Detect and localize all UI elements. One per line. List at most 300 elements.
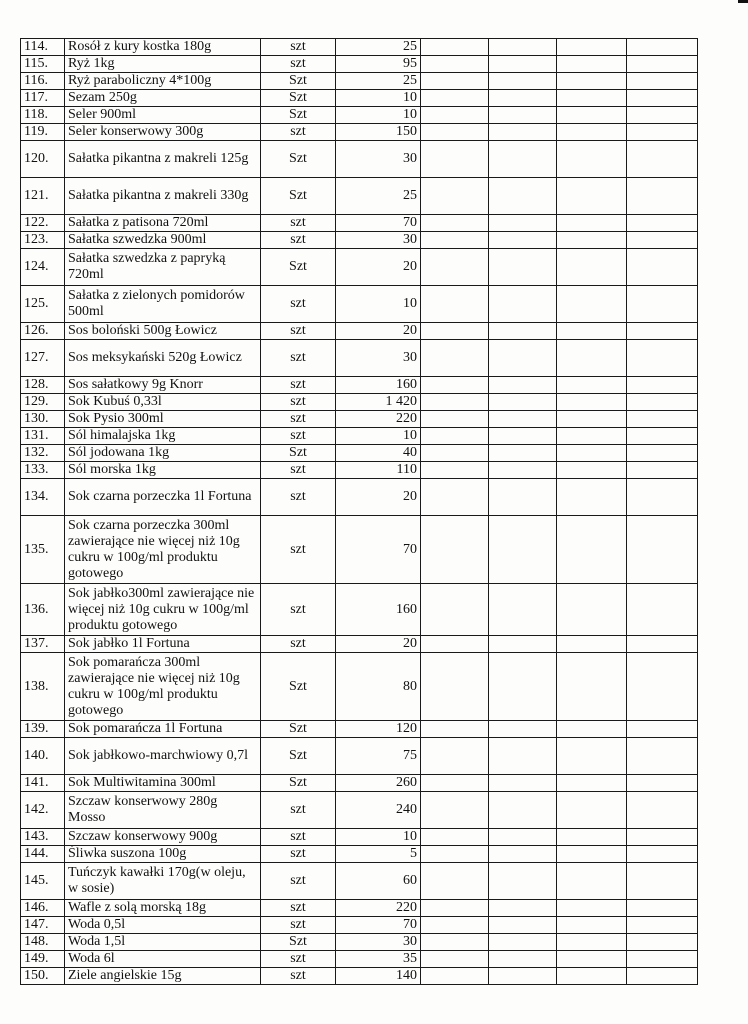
item-unit: szt xyxy=(261,516,336,584)
item-name: Sok jabłko 1l Fortuna xyxy=(65,636,261,653)
empty-cell xyxy=(489,829,557,846)
item-name: Sałatka szwedzka z papryką 720ml xyxy=(65,249,261,286)
item-name: Sałatka pikantna z makreli 330g xyxy=(65,178,261,215)
item-number: 134. xyxy=(21,479,65,516)
item-number: 132. xyxy=(21,445,65,462)
empty-cell xyxy=(557,107,627,124)
item-unit: szt xyxy=(261,636,336,653)
item-name: Sok Pysio 300ml xyxy=(65,411,261,428)
empty-cell xyxy=(421,863,489,900)
empty-cell xyxy=(627,178,698,215)
item-number: 117. xyxy=(21,90,65,107)
empty-cell xyxy=(421,846,489,863)
empty-cell xyxy=(557,124,627,141)
empty-cell xyxy=(627,445,698,462)
empty-cell xyxy=(557,445,627,462)
empty-cell xyxy=(421,636,489,653)
item-quantity: 20 xyxy=(336,479,421,516)
table-row xyxy=(21,462,698,479)
item-number: 142. xyxy=(21,792,65,829)
empty-cell xyxy=(489,215,557,232)
empty-cell xyxy=(557,968,627,985)
empty-cell xyxy=(627,863,698,900)
empty-cell xyxy=(489,968,557,985)
empty-cell xyxy=(489,900,557,917)
empty-cell xyxy=(557,323,627,340)
empty-cell xyxy=(489,516,557,584)
empty-cell xyxy=(557,340,627,377)
item-name: Sól morska 1kg xyxy=(65,462,261,479)
empty-cell xyxy=(489,411,557,428)
item-quantity: 10 xyxy=(336,286,421,323)
item-number: 141. xyxy=(21,775,65,792)
empty-cell xyxy=(627,653,698,721)
empty-cell xyxy=(627,73,698,90)
item-quantity: 25 xyxy=(336,39,421,56)
item-number: 137. xyxy=(21,636,65,653)
item-name: Ziele angielskie 15g xyxy=(65,968,261,985)
table-row xyxy=(21,90,698,107)
table-row xyxy=(21,323,698,340)
item-name: Sok czarna porzeczka 1l Fortuna xyxy=(65,479,261,516)
empty-cell xyxy=(489,917,557,934)
table-row xyxy=(21,900,698,917)
table-row xyxy=(21,653,698,721)
item-quantity: 10 xyxy=(336,428,421,445)
empty-cell xyxy=(627,738,698,775)
item-quantity: 60 xyxy=(336,863,421,900)
empty-cell xyxy=(421,917,489,934)
table-row xyxy=(21,968,698,985)
item-unit: Szt xyxy=(261,934,336,951)
empty-cell xyxy=(557,286,627,323)
empty-cell xyxy=(557,829,627,846)
item-name: Woda 1,5l xyxy=(65,934,261,951)
empty-cell xyxy=(627,636,698,653)
item-number: 144. xyxy=(21,846,65,863)
item-quantity: 120 xyxy=(336,721,421,738)
empty-cell xyxy=(627,968,698,985)
item-unit: szt xyxy=(261,215,336,232)
empty-cell xyxy=(489,738,557,775)
empty-cell xyxy=(421,516,489,584)
empty-cell xyxy=(489,428,557,445)
item-unit: szt xyxy=(261,394,336,411)
empty-cell xyxy=(557,39,627,56)
empty-cell xyxy=(421,479,489,516)
item-unit: Szt xyxy=(261,249,336,286)
table-row xyxy=(21,917,698,934)
item-name: Śliwka suszona 100g xyxy=(65,846,261,863)
table-row xyxy=(21,73,698,90)
empty-cell xyxy=(557,141,627,178)
inventory-table-body xyxy=(21,39,698,985)
empty-cell xyxy=(557,792,627,829)
empty-cell xyxy=(627,792,698,829)
item-name: Sok jabłkowo-marchwiowy 0,7l xyxy=(65,738,261,775)
empty-cell xyxy=(421,394,489,411)
table-row xyxy=(21,377,698,394)
item-quantity: 80 xyxy=(336,653,421,721)
empty-cell xyxy=(489,90,557,107)
empty-cell xyxy=(421,792,489,829)
empty-cell xyxy=(421,900,489,917)
inventory-table xyxy=(20,38,698,985)
empty-cell xyxy=(421,968,489,985)
empty-cell xyxy=(627,90,698,107)
item-name: Sok Kubuś 0,33l xyxy=(65,394,261,411)
empty-cell xyxy=(489,39,557,56)
item-number: 140. xyxy=(21,738,65,775)
empty-cell xyxy=(421,340,489,377)
item-quantity: 30 xyxy=(336,340,421,377)
item-name: Sałatka z patisona 720ml xyxy=(65,215,261,232)
item-quantity: 25 xyxy=(336,178,421,215)
item-quantity: 75 xyxy=(336,738,421,775)
table-row xyxy=(21,286,698,323)
item-name: Szczaw konserwowy 900g xyxy=(65,829,261,846)
empty-cell xyxy=(557,653,627,721)
empty-cell xyxy=(557,178,627,215)
item-number: 123. xyxy=(21,232,65,249)
item-number: 129. xyxy=(21,394,65,411)
empty-cell xyxy=(421,124,489,141)
empty-cell xyxy=(489,107,557,124)
item-unit: szt xyxy=(261,584,336,636)
table-row xyxy=(21,775,698,792)
item-unit: szt xyxy=(261,829,336,846)
item-quantity: 5 xyxy=(336,846,421,863)
item-quantity: 220 xyxy=(336,900,421,917)
empty-cell xyxy=(489,636,557,653)
empty-cell xyxy=(627,232,698,249)
item-quantity: 70 xyxy=(336,516,421,584)
item-name: Sól jodowana 1kg xyxy=(65,445,261,462)
empty-cell xyxy=(627,411,698,428)
empty-cell xyxy=(489,124,557,141)
empty-cell xyxy=(421,721,489,738)
item-quantity: 30 xyxy=(336,232,421,249)
empty-cell xyxy=(489,653,557,721)
item-number: 126. xyxy=(21,323,65,340)
empty-cell xyxy=(627,141,698,178)
item-number: 122. xyxy=(21,215,65,232)
item-quantity: 260 xyxy=(336,775,421,792)
empty-cell xyxy=(557,232,627,249)
item-number: 120. xyxy=(21,141,65,178)
table-row xyxy=(21,394,698,411)
item-name: Szczaw konserwowy 280g Mosso xyxy=(65,792,261,829)
empty-cell xyxy=(557,516,627,584)
empty-cell xyxy=(627,900,698,917)
empty-cell xyxy=(627,479,698,516)
item-number: 135. xyxy=(21,516,65,584)
item-number: 136. xyxy=(21,584,65,636)
item-number: 125. xyxy=(21,286,65,323)
empty-cell xyxy=(489,73,557,90)
empty-cell xyxy=(489,141,557,178)
item-number: 119. xyxy=(21,124,65,141)
table-row xyxy=(21,846,698,863)
table-row xyxy=(21,56,698,73)
empty-cell xyxy=(421,411,489,428)
item-name: Seler konserwowy 300g xyxy=(65,124,261,141)
empty-cell xyxy=(489,479,557,516)
empty-cell xyxy=(557,917,627,934)
item-number: 149. xyxy=(21,951,65,968)
table-row xyxy=(21,863,698,900)
item-number: 124. xyxy=(21,249,65,286)
item-quantity: 20 xyxy=(336,323,421,340)
empty-cell xyxy=(627,394,698,411)
empty-cell xyxy=(557,90,627,107)
item-unit: szt xyxy=(261,863,336,900)
table-row xyxy=(21,934,698,951)
empty-cell xyxy=(557,56,627,73)
item-unit: szt xyxy=(261,377,336,394)
item-unit: szt xyxy=(261,428,336,445)
empty-cell xyxy=(421,377,489,394)
empty-cell xyxy=(557,411,627,428)
table-row xyxy=(21,124,698,141)
empty-cell xyxy=(421,738,489,775)
item-quantity: 160 xyxy=(336,377,421,394)
item-unit: szt xyxy=(261,232,336,249)
empty-cell xyxy=(489,394,557,411)
empty-cell xyxy=(557,249,627,286)
item-name: Seler 900ml xyxy=(65,107,261,124)
empty-cell xyxy=(557,462,627,479)
table-row xyxy=(21,215,698,232)
empty-cell xyxy=(627,39,698,56)
item-unit: Szt xyxy=(261,141,336,178)
empty-cell xyxy=(627,56,698,73)
empty-cell xyxy=(557,775,627,792)
empty-cell xyxy=(421,951,489,968)
item-number: 143. xyxy=(21,829,65,846)
empty-cell xyxy=(557,428,627,445)
empty-cell xyxy=(627,934,698,951)
item-unit: szt xyxy=(261,39,336,56)
table-row xyxy=(21,428,698,445)
empty-cell xyxy=(557,951,627,968)
item-quantity: 220 xyxy=(336,411,421,428)
item-number: 150. xyxy=(21,968,65,985)
empty-cell xyxy=(489,775,557,792)
empty-cell xyxy=(557,721,627,738)
item-quantity: 35 xyxy=(336,951,421,968)
item-quantity: 40 xyxy=(336,445,421,462)
item-name: Ryż paraboliczny 4*100g xyxy=(65,73,261,90)
empty-cell xyxy=(557,900,627,917)
empty-cell xyxy=(421,428,489,445)
item-name: Sos meksykański 520g Łowicz xyxy=(65,340,261,377)
item-name: Sałatka z zielonych pomidorów 500ml xyxy=(65,286,261,323)
item-name: Sok jabłko300ml zawierające nie więcej niż 10g cukru w 100g/ml produktu gotowego xyxy=(65,584,261,636)
item-unit: szt xyxy=(261,411,336,428)
item-name: Sok pomarańcza 300ml zawierające nie więcej niż 10g cukru w 100g/ml produktu gotowego xyxy=(65,653,261,721)
empty-cell xyxy=(557,934,627,951)
empty-cell xyxy=(489,445,557,462)
empty-cell xyxy=(627,829,698,846)
table-row xyxy=(21,721,698,738)
table-row xyxy=(21,516,698,584)
table-row xyxy=(21,951,698,968)
empty-cell xyxy=(557,73,627,90)
empty-cell xyxy=(421,775,489,792)
table-row xyxy=(21,584,698,636)
empty-cell xyxy=(489,584,557,636)
table-row xyxy=(21,445,698,462)
empty-cell xyxy=(557,738,627,775)
empty-cell xyxy=(489,721,557,738)
item-name: Sos sałatkowy 9g Knorr xyxy=(65,377,261,394)
item-unit: Szt xyxy=(261,445,336,462)
item-number: 138. xyxy=(21,653,65,721)
item-quantity: 10 xyxy=(336,829,421,846)
item-number: 121. xyxy=(21,178,65,215)
item-name: Sałatka szwedzka 900ml xyxy=(65,232,261,249)
item-name: Tuńczyk kawałki 170g(w oleju, w sosie) xyxy=(65,863,261,900)
item-number: 118. xyxy=(21,107,65,124)
empty-cell xyxy=(421,56,489,73)
empty-cell xyxy=(557,636,627,653)
empty-cell xyxy=(489,377,557,394)
empty-cell xyxy=(489,232,557,249)
empty-cell xyxy=(421,107,489,124)
scan-edge-mark xyxy=(738,0,748,3)
empty-cell xyxy=(421,39,489,56)
empty-cell xyxy=(627,340,698,377)
item-unit: szt xyxy=(261,951,336,968)
table-row xyxy=(21,107,698,124)
empty-cell xyxy=(421,653,489,721)
item-unit: szt xyxy=(261,968,336,985)
empty-cell xyxy=(421,232,489,249)
empty-cell xyxy=(421,215,489,232)
empty-cell xyxy=(627,775,698,792)
item-number: 147. xyxy=(21,917,65,934)
item-unit: Szt xyxy=(261,178,336,215)
item-name: Sezam 250g xyxy=(65,90,261,107)
empty-cell xyxy=(489,846,557,863)
empty-cell xyxy=(489,462,557,479)
item-unit: szt xyxy=(261,900,336,917)
empty-cell xyxy=(627,462,698,479)
empty-cell xyxy=(627,124,698,141)
item-number: 131. xyxy=(21,428,65,445)
item-quantity: 1 420 xyxy=(336,394,421,411)
item-quantity: 110 xyxy=(336,462,421,479)
empty-cell xyxy=(489,951,557,968)
item-unit: szt xyxy=(261,56,336,73)
item-unit: Szt xyxy=(261,738,336,775)
item-quantity: 150 xyxy=(336,124,421,141)
empty-cell xyxy=(627,377,698,394)
empty-cell xyxy=(627,584,698,636)
empty-cell xyxy=(557,377,627,394)
empty-cell xyxy=(421,73,489,90)
empty-cell xyxy=(557,215,627,232)
item-quantity: 95 xyxy=(336,56,421,73)
empty-cell xyxy=(557,846,627,863)
empty-cell xyxy=(627,107,698,124)
item-quantity: 10 xyxy=(336,107,421,124)
empty-cell xyxy=(627,951,698,968)
item-name: Woda 6l xyxy=(65,951,261,968)
item-number: 130. xyxy=(21,411,65,428)
item-number: 139. xyxy=(21,721,65,738)
item-quantity: 10 xyxy=(336,90,421,107)
table-row xyxy=(21,829,698,846)
empty-cell xyxy=(489,792,557,829)
empty-cell xyxy=(421,462,489,479)
item-quantity: 30 xyxy=(336,934,421,951)
empty-cell xyxy=(421,445,489,462)
table-row xyxy=(21,249,698,286)
item-quantity: 25 xyxy=(336,73,421,90)
item-name: Wafle z solą morską 18g xyxy=(65,900,261,917)
item-name: Sok czarna porzeczka 300ml zawierające nie więcej niż 10g cukru w 100g/ml produktu gotowego xyxy=(65,516,261,584)
table-row xyxy=(21,141,698,178)
table-row xyxy=(21,340,698,377)
empty-cell xyxy=(557,394,627,411)
item-unit: szt xyxy=(261,462,336,479)
item-name: Ryż 1kg xyxy=(65,56,261,73)
item-number: 148. xyxy=(21,934,65,951)
item-quantity: 70 xyxy=(336,215,421,232)
item-unit: szt xyxy=(261,792,336,829)
item-unit: Szt xyxy=(261,90,336,107)
empty-cell xyxy=(627,516,698,584)
empty-cell xyxy=(627,846,698,863)
item-name: Woda 0,5l xyxy=(65,917,261,934)
item-unit: szt xyxy=(261,323,336,340)
item-quantity: 30 xyxy=(336,141,421,178)
empty-cell xyxy=(557,863,627,900)
table-row xyxy=(21,738,698,775)
item-name: Sok Multiwitamina 300ml xyxy=(65,775,261,792)
item-quantity: 70 xyxy=(336,917,421,934)
item-unit: szt xyxy=(261,917,336,934)
empty-cell xyxy=(557,479,627,516)
item-unit: Szt xyxy=(261,775,336,792)
item-number: 115. xyxy=(21,56,65,73)
item-number: 146. xyxy=(21,900,65,917)
item-quantity: 240 xyxy=(336,792,421,829)
item-unit: szt xyxy=(261,340,336,377)
item-unit: Szt xyxy=(261,107,336,124)
empty-cell xyxy=(421,249,489,286)
empty-cell xyxy=(489,863,557,900)
item-name: Sok pomarańcza 1l Fortuna xyxy=(65,721,261,738)
empty-cell xyxy=(489,249,557,286)
empty-cell xyxy=(421,141,489,178)
table-row xyxy=(21,232,698,249)
empty-cell xyxy=(627,428,698,445)
table-row xyxy=(21,411,698,428)
item-unit: Szt xyxy=(261,653,336,721)
item-name: Rosół z kury kostka 180g xyxy=(65,39,261,56)
item-unit: Szt xyxy=(261,721,336,738)
item-unit: szt xyxy=(261,286,336,323)
item-name: Sól himalajska 1kg xyxy=(65,428,261,445)
empty-cell xyxy=(489,286,557,323)
empty-cell xyxy=(489,340,557,377)
item-number: 133. xyxy=(21,462,65,479)
empty-cell xyxy=(627,323,698,340)
table-row xyxy=(21,636,698,653)
